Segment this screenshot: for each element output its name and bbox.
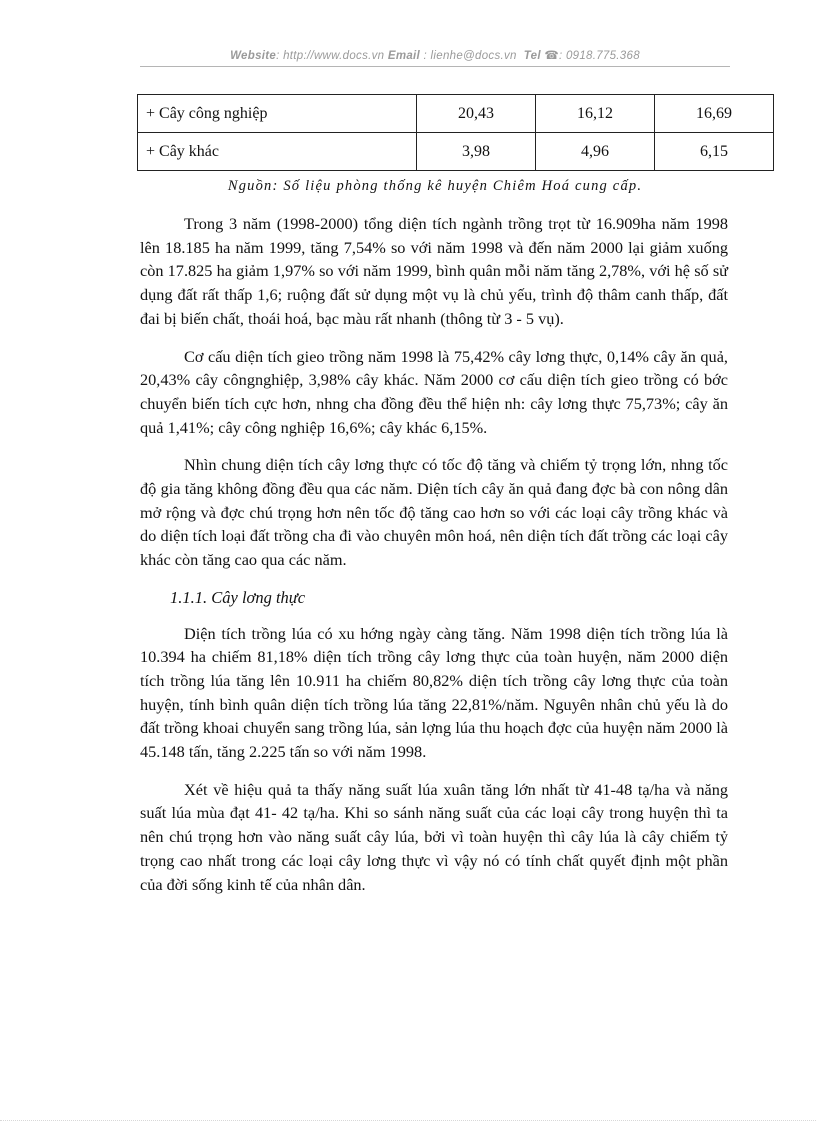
tel-label: Tel xyxy=(523,50,541,62)
table-row xyxy=(138,95,774,133)
paragraph: Nhìn chung diện tích cây lơng thực có tốc độ tăng và chiếm tỷ trọng lớn, nhng tốc độ gia tăng không đồng đều qua các năm. Diện tích cây ăn quả đang đợc bà con nông dân mở rộng và đợc chú trọng hơn nên tốc độ tăng cao hơn so với các loại cây trồng khác và do diện tích loại đất trồng cha đi vào chuyên môn hoá, nên diện tích đất trồng các loại cây khác còn tăng cao qua các năm. xyxy=(140,455,728,570)
email-link[interactable]: : lienhe@docs.vn xyxy=(420,50,517,62)
tel-value: ☎: 0918.775.368 xyxy=(540,50,640,62)
table-row xyxy=(138,133,774,171)
table-cell-value: 16,12 xyxy=(536,95,655,133)
footer-divider xyxy=(0,1120,816,1121)
website-link[interactable]: : http://www.docs.vn xyxy=(276,50,385,62)
body-text xyxy=(140,212,728,910)
paragraph: Trong 3 năm (1998-2000) tổng diện tích ngành trồng trọt từ 16.909ha năm 1998 lên 18.185 ha năm 1999, tăng 7,54% so với năm 1998 và đến năm 2000 lại giảm xuống còn 17.825 ha giảm 1,97% so với năm 1999, bình quân mỗi năm tăng 2,78%, với hệ số sử dụng đất rất thấp 1,6; ruộng đất sử dụng một vụ là chủ yếu, trình độ thâm canh thấp, đất đai bị biến chất, thoái hoá, bạc màu rất nhanh (thông từ 3 - 5 vụ). xyxy=(140,214,728,328)
page-header xyxy=(140,48,730,62)
table-cell-value: 3,98 xyxy=(417,133,536,171)
paragraph: Xét về hiệu quả ta thấy năng suất lúa xuân tăng lớn nhất từ 41-48 tạ/ha và năng suất lúa mùa đạt 41- 42 tạ/ha. Khi so sánh năng suất của các loại cây trong huyện thì ta nên chú trọng hơn vào năng suất cây lúa, bởi vì toàn huyện thì cây lúa là cây chiếm tỷ trọng cao nhất trong các loại cây lơng thực vì vậy nó có tính chất quyết định một phần của đời sống kinh tế của nhân dân. xyxy=(140,779,728,894)
table-cell-value: 6,15 xyxy=(655,133,774,171)
data-table xyxy=(137,94,774,171)
table-cell-label: + Cây công nghiệp xyxy=(138,95,417,133)
source-note: Nguồn: Số liệu phòng thống kê huyện Chiêm Hoá cung cấp. xyxy=(227,178,643,194)
website-label: Website xyxy=(230,50,277,62)
table-cell-label: + Cây khác xyxy=(138,133,417,171)
table-cell-value: 4,96 xyxy=(536,133,655,171)
table-cell-value: 20,43 xyxy=(417,95,536,133)
table-cell-value: 16,69 xyxy=(655,95,774,133)
section-heading: 1.1.1. Cây lơng thực xyxy=(170,587,306,607)
paragraph: Cơ cấu diện tích gieo trồng năm 1998 là 75,42% cây lơng thực, 0,14% cây ăn quả, 20,43% cây côngnghiệp, 3,98% cây khác. Năm 2000 cơ cấu diện tích gieo trồng có bớc chuyển biến tích cực hơn, nhng cha đồng đều thể hiện nh: cây lơng thực 75,73%; cây ăn quả 1,41%; cây công nghiệp 16,6%; cây khác 6,15%. xyxy=(140,346,728,437)
paragraph: Diện tích trồng lúa có xu hớng ngày càng tăng. Năm 1998 diện tích trồng lúa là 10.394 ha chiếm 81,18% diện tích trồng cây lơng thực của toàn huyện, năm 2000 diện tích trồng lúa tăng lên 10.911 ha chiếm 80,82% diện tích trồng cây lơng thực của toàn huyện, tính bình quân diện tích trồng lúa tăng 22,81%/năm. Nguyên nhân chủ yếu là do đất trồng khoai chuyển sang trồng lúa, sản lợng lúa thu hoạch đợc của huyện năm 2000 là 45.148 tấn, tăng 2.225 tấn so với năm 1998. xyxy=(140,623,728,762)
email-label: Email xyxy=(387,50,421,62)
header-divider xyxy=(140,66,730,67)
